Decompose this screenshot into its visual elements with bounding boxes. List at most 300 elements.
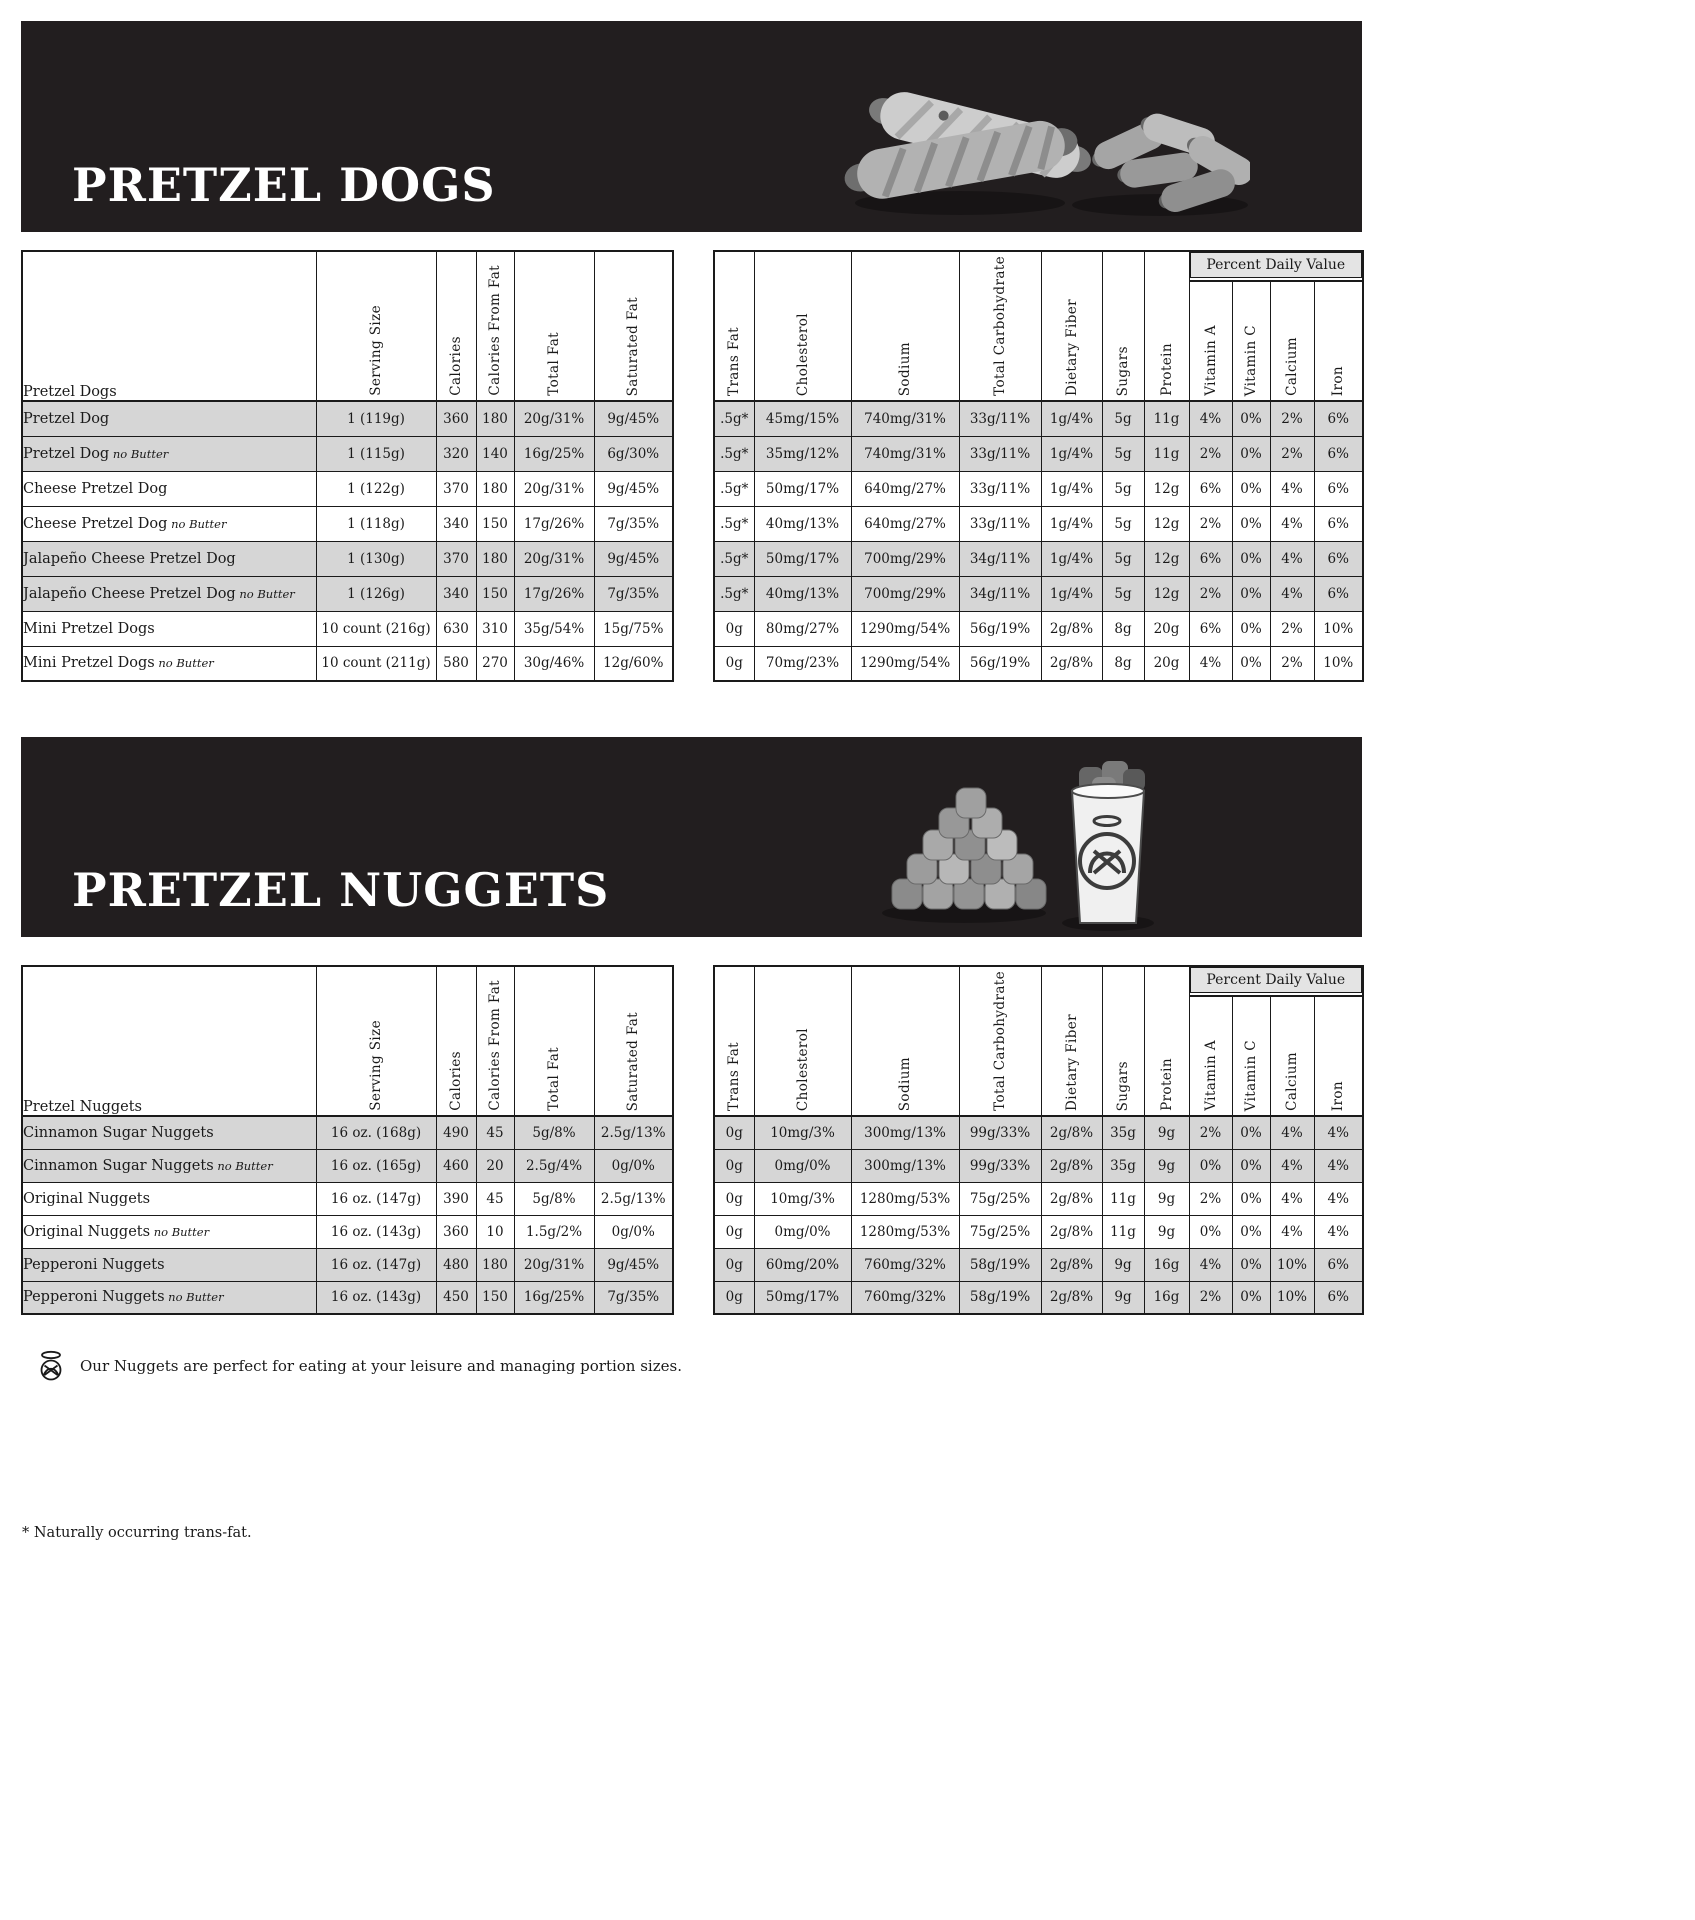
value-cell: 1 (130g) <box>316 541 436 576</box>
table-row <box>22 1182 673 1215</box>
value-cell: 2g/8% <box>1041 1248 1102 1281</box>
value-cell: 2.5g/4% <box>514 1149 594 1182</box>
item-name-cell <box>22 646 316 681</box>
value-cell: 11g <box>1144 436 1189 471</box>
value-cell: 2% <box>1189 1281 1232 1314</box>
item-name-cell <box>22 541 316 576</box>
value-cell: 4% <box>1314 1149 1363 1182</box>
value-cell: 640mg/27% <box>851 471 959 506</box>
value-cell: 5g <box>1102 471 1144 506</box>
value-cell: 58g/19% <box>959 1248 1041 1281</box>
value-cell: 4% <box>1270 471 1314 506</box>
value-cell: 10 <box>476 1215 514 1248</box>
col-header-serving-size <box>316 251 436 401</box>
percent-daily-value-label: Percent Daily Value <box>1190 967 1363 993</box>
value-cell: 2g/8% <box>1041 1182 1102 1215</box>
item-name-cell <box>22 1116 316 1149</box>
value-cell: 4% <box>1189 401 1232 436</box>
item-suffix: no Butter <box>150 1224 210 1239</box>
col-header-dietary-fiber <box>1041 966 1102 1116</box>
value-cell: 2% <box>1270 401 1314 436</box>
value-cell: 0% <box>1232 401 1270 436</box>
value-cell: 480 <box>436 1248 476 1281</box>
value-cell: 7g/35% <box>594 1281 673 1314</box>
value-cell: 180 <box>476 471 514 506</box>
value-cell: 0% <box>1232 471 1270 506</box>
value-cell: 75g/25% <box>959 1182 1041 1215</box>
col-header-saturated-fat <box>594 966 673 1116</box>
value-cell: 2% <box>1270 646 1314 681</box>
value-cell: 0% <box>1232 541 1270 576</box>
pretzel-dogs-table-right <box>713 250 1364 682</box>
value-cell: 5g <box>1102 401 1144 436</box>
item-name-cell <box>22 436 316 471</box>
table-row <box>714 1248 1363 1281</box>
col-label: Iron <box>1330 1080 1347 1111</box>
value-cell: 4% <box>1314 1182 1363 1215</box>
col-header-total-fat <box>514 966 594 1116</box>
value-cell: 0g <box>714 1215 754 1248</box>
item-name: Original Nuggets <box>23 1190 151 1207</box>
value-cell: 6% <box>1314 471 1363 506</box>
pretzel-dogs-table-left <box>21 250 674 682</box>
table-row <box>714 576 1363 611</box>
table-row <box>714 541 1363 576</box>
value-cell: 6% <box>1189 471 1232 506</box>
item-suffix: no Butter <box>154 656 214 671</box>
col-label: Cholesterol <box>794 1027 811 1111</box>
item-name-cell <box>22 611 316 646</box>
col-header-vitamin-c <box>1232 996 1270 1116</box>
value-cell: 9g/45% <box>594 401 673 436</box>
pretzel-nuggets-banner <box>21 737 1362 937</box>
value-cell: 16 oz. (143g) <box>316 1281 436 1314</box>
pretzel-dogs-table-right-body <box>714 401 1363 681</box>
pretzel-halo-icon <box>36 1349 66 1383</box>
value-cell: 4% <box>1314 1215 1363 1248</box>
item-name-cell <box>22 1182 316 1215</box>
value-cell: 4% <box>1270 506 1314 541</box>
value-cell: 11g <box>1144 401 1189 436</box>
col-header-calories-from-fat <box>476 251 514 401</box>
value-cell: 5g <box>1102 506 1144 541</box>
value-cell: 16g/25% <box>514 436 594 471</box>
value-cell: 0g/0% <box>594 1149 673 1182</box>
value-cell: 20 <box>476 1149 514 1182</box>
value-cell: 4% <box>1189 646 1232 681</box>
value-cell: 2g/8% <box>1041 1116 1102 1149</box>
col-label: Vitamin C <box>1243 1039 1259 1111</box>
value-cell: 34g/11% <box>959 541 1041 576</box>
value-cell: 12g <box>1144 471 1189 506</box>
col-label: Vitamin A <box>1202 1040 1219 1111</box>
value-cell: 1g/4% <box>1041 506 1102 541</box>
table-row <box>22 436 673 471</box>
value-cell: 0% <box>1189 1215 1232 1248</box>
pretzel-nuggets-tables <box>21 965 1695 1315</box>
value-cell: 35g <box>1102 1149 1144 1182</box>
value-cell: 16g/25% <box>514 1281 594 1314</box>
pdv-header-cell <box>1189 251 1363 281</box>
value-cell: 370 <box>436 541 476 576</box>
value-cell: 1 (119g) <box>316 401 436 436</box>
pretzel-nuggets-photo <box>876 751 1176 933</box>
col-label: Dietary Fiber <box>1063 299 1080 396</box>
value-cell: 16 oz. (165g) <box>316 1149 436 1182</box>
col-label: Sugars <box>1115 345 1131 396</box>
value-cell: 760mg/32% <box>851 1281 959 1314</box>
value-cell: 0g <box>714 1149 754 1182</box>
item-suffix: no Butter <box>164 1290 224 1305</box>
col-label: Sodium <box>897 1056 913 1111</box>
col-header-protein <box>1144 966 1189 1116</box>
col-header-calcium <box>1270 996 1314 1116</box>
value-cell: 0g <box>714 1281 754 1314</box>
pretzel-dogs-title: PRETZEL DOGS <box>72 158 496 212</box>
value-cell: 1g/4% <box>1041 436 1102 471</box>
table-row <box>714 1281 1363 1314</box>
value-cell: 0% <box>1232 611 1270 646</box>
value-cell: 9g/45% <box>594 1248 673 1281</box>
value-cell: 9g <box>1144 1116 1189 1149</box>
col-header-sugars <box>1102 251 1144 401</box>
table-row <box>22 506 673 541</box>
table-row <box>714 401 1363 436</box>
value-cell: 6% <box>1314 576 1363 611</box>
section-pretzel-nuggets <box>0 737 1695 1383</box>
value-cell: 360 <box>436 401 476 436</box>
value-cell: 6% <box>1189 611 1232 646</box>
value-cell: .5g* <box>714 471 754 506</box>
value-cell: 1 (115g) <box>316 436 436 471</box>
value-cell: 5g/8% <box>514 1116 594 1149</box>
col-label: Vitamin A <box>1202 325 1219 396</box>
value-cell: 33g/11% <box>959 436 1041 471</box>
value-cell: 50mg/17% <box>754 471 851 506</box>
item-suffix: no Butter <box>213 1158 273 1173</box>
col-label: Trans Fat <box>726 1042 743 1111</box>
value-cell: 9g/45% <box>594 471 673 506</box>
value-cell: 6g/30% <box>594 436 673 471</box>
col-header-total-carbohydrate <box>959 966 1041 1116</box>
value-cell: 0% <box>1232 1116 1270 1149</box>
value-cell: 150 <box>476 576 514 611</box>
value-cell: 2% <box>1189 1116 1232 1149</box>
value-cell: 50mg/17% <box>754 541 851 576</box>
value-cell: 640mg/27% <box>851 506 959 541</box>
value-cell: 15g/75% <box>594 611 673 646</box>
value-cell: 56g/19% <box>959 646 1041 681</box>
col-header-total-carbohydrate <box>959 251 1041 401</box>
item-name: Cheese Pretzel Dog <box>23 480 168 497</box>
col-label: Protein <box>1158 343 1175 396</box>
value-cell: 58g/19% <box>959 1281 1041 1314</box>
nugget-cup <box>1072 761 1145 923</box>
value-cell: 20g/31% <box>514 541 594 576</box>
section-pretzel-dogs <box>0 21 1695 682</box>
value-cell: 700mg/29% <box>851 576 959 611</box>
col-header-serving-size <box>316 966 436 1116</box>
value-cell: 0% <box>1232 436 1270 471</box>
value-cell: 740mg/31% <box>851 436 959 471</box>
value-cell: 2% <box>1270 611 1314 646</box>
item-name: Original Nuggets <box>23 1223 151 1240</box>
value-cell: 45 <box>476 1182 514 1215</box>
value-cell: 0% <box>1232 1248 1270 1281</box>
item-name-cell <box>22 1281 316 1314</box>
nugget-pile <box>892 788 1046 909</box>
value-cell: 75g/25% <box>959 1215 1041 1248</box>
value-cell: 1g/4% <box>1041 541 1102 576</box>
value-cell: 4% <box>1270 1116 1314 1149</box>
col-label: Vitamin C <box>1243 324 1259 396</box>
value-cell: 140 <box>476 436 514 471</box>
value-cell: 8g <box>1102 646 1144 681</box>
table-row <box>22 1215 673 1248</box>
value-cell: 11g <box>1102 1215 1144 1248</box>
value-cell: 2.5g/13% <box>594 1182 673 1215</box>
item-name-cell <box>22 401 316 436</box>
item-name: Mini Pretzel Dogs <box>23 655 155 672</box>
value-cell: 2g/8% <box>1041 611 1102 646</box>
item-suffix: no Butter <box>235 586 295 601</box>
col-header-trans-fat <box>714 251 754 401</box>
value-cell: 0% <box>1232 1215 1270 1248</box>
value-cell: 4% <box>1270 1149 1314 1182</box>
value-cell: 33g/11% <box>959 471 1041 506</box>
value-cell: 7g/35% <box>594 506 673 541</box>
value-cell: 1 (118g) <box>316 506 436 541</box>
col-header-sugars <box>1102 966 1144 1116</box>
item-name-cell <box>22 1248 316 1281</box>
table-row <box>714 1116 1363 1149</box>
value-cell: 17g/26% <box>514 506 594 541</box>
value-cell: 490 <box>436 1116 476 1149</box>
pretzel-nuggets-table-left-body <box>22 1116 673 1314</box>
col-label: Dietary Fiber <box>1063 1014 1080 1111</box>
value-cell: .5g* <box>714 576 754 611</box>
value-cell: 16 oz. (143g) <box>316 1215 436 1248</box>
value-cell: 4% <box>1270 1215 1314 1248</box>
item-name: Mini Pretzel Dogs <box>23 620 155 637</box>
value-cell: 10% <box>1314 611 1363 646</box>
col-label: Serving Size <box>368 1020 384 1111</box>
value-cell: 150 <box>476 1281 514 1314</box>
table-row <box>22 611 673 646</box>
table-row <box>714 471 1363 506</box>
value-cell: 2% <box>1189 1182 1232 1215</box>
value-cell: 6% <box>1314 436 1363 471</box>
value-cell: 740mg/31% <box>851 401 959 436</box>
table-row <box>22 646 673 681</box>
value-cell: 0g <box>714 1182 754 1215</box>
item-name: Cinnamon Sugar Nuggets <box>23 1157 214 1174</box>
value-cell: 2g/8% <box>1041 1149 1102 1182</box>
value-cell: .5g* <box>714 506 754 541</box>
item-name-cell <box>22 576 316 611</box>
item-name: Jalapeño Cheese Pretzel Dog <box>23 585 236 602</box>
value-cell: 5g <box>1102 436 1144 471</box>
value-cell: 1 (126g) <box>316 576 436 611</box>
pretzel-nuggets-table-right-body <box>714 1116 1363 1314</box>
col-header-calories <box>436 251 476 401</box>
value-cell: 270 <box>476 646 514 681</box>
value-cell: 10% <box>1270 1281 1314 1314</box>
percent-daily-value-label: Percent Daily Value <box>1190 252 1363 278</box>
table-label: Pretzel Dogs <box>23 384 117 400</box>
value-cell: 50mg/17% <box>754 1281 851 1314</box>
value-cell: 0% <box>1232 506 1270 541</box>
value-cell: 300mg/13% <box>851 1116 959 1149</box>
pretzel-nuggets-table-right <box>713 965 1364 1315</box>
value-cell: 16g <box>1144 1248 1189 1281</box>
table-row <box>714 436 1363 471</box>
value-cell: 320 <box>436 436 476 471</box>
col-header-vitamin-c <box>1232 281 1270 401</box>
col-header-saturated-fat <box>594 251 673 401</box>
item-name: Cheese Pretzel Dog <box>23 515 168 532</box>
value-cell: 45 <box>476 1116 514 1149</box>
value-cell: 16 oz. (147g) <box>316 1248 436 1281</box>
value-cell: 20g/31% <box>514 401 594 436</box>
pretzel-dogs-tables <box>21 250 1695 682</box>
item-name: Jalapeño Cheese Pretzel Dog <box>23 550 236 567</box>
value-cell: 20g <box>1144 646 1189 681</box>
value-cell: 2g/8% <box>1041 1215 1102 1248</box>
value-cell: 2g/8% <box>1041 646 1102 681</box>
value-cell: 16g <box>1144 1281 1189 1314</box>
table-row <box>22 1116 673 1149</box>
col-label: Calories <box>448 1051 464 1111</box>
value-cell: 6% <box>1314 506 1363 541</box>
table-row <box>22 1149 673 1182</box>
value-cell: 390 <box>436 1182 476 1215</box>
item-name-cell <box>22 1215 316 1248</box>
value-cell: 450 <box>436 1281 476 1314</box>
pdv-header-cell <box>1189 966 1363 996</box>
value-cell: 6% <box>1314 1248 1363 1281</box>
table-row <box>22 401 673 436</box>
value-cell: 33g/11% <box>959 506 1041 541</box>
table-row <box>714 1182 1363 1215</box>
col-label: Protein <box>1158 1058 1175 1111</box>
value-cell: 45mg/15% <box>754 401 851 436</box>
value-cell: 2% <box>1189 506 1232 541</box>
value-cell: 6% <box>1314 541 1363 576</box>
value-cell: 0% <box>1232 1182 1270 1215</box>
value-cell: 2.5g/13% <box>594 1116 673 1149</box>
value-cell: 10mg/3% <box>754 1116 851 1149</box>
value-cell: 56g/19% <box>959 611 1041 646</box>
value-cell: 1g/4% <box>1041 401 1102 436</box>
value-cell: 760mg/32% <box>851 1248 959 1281</box>
value-cell: 10 count (216g) <box>316 611 436 646</box>
value-cell: 0% <box>1232 1149 1270 1182</box>
nuggets-note <box>36 1349 1695 1383</box>
item-name: Pepperoni Nuggets <box>23 1256 165 1273</box>
value-cell: 180 <box>476 541 514 576</box>
item-name-cell <box>22 506 316 541</box>
value-cell: 9g <box>1144 1149 1189 1182</box>
value-cell: 1.5g/2% <box>514 1215 594 1248</box>
value-cell: 0g <box>714 1248 754 1281</box>
table-row <box>22 471 673 506</box>
value-cell: 10% <box>1314 646 1363 681</box>
table-row <box>22 1281 673 1314</box>
item-suffix: no Butter <box>109 446 169 461</box>
col-header-calories <box>436 966 476 1116</box>
col-label: Calories From Fat <box>487 980 503 1111</box>
value-cell: 0% <box>1189 1149 1232 1182</box>
value-cell: 630 <box>436 611 476 646</box>
value-cell: 20g/31% <box>514 471 594 506</box>
value-cell: 12g <box>1144 541 1189 576</box>
value-cell: 0% <box>1232 576 1270 611</box>
value-cell: 8g <box>1102 611 1144 646</box>
col-header-calcium <box>1270 281 1314 401</box>
value-cell: 16 oz. (147g) <box>316 1182 436 1215</box>
col-label: Cholesterol <box>794 312 811 396</box>
table-row <box>22 541 673 576</box>
col-header-iron <box>1314 996 1363 1116</box>
value-cell: 1290mg/54% <box>851 611 959 646</box>
col-header-vitamin-a <box>1189 996 1232 1116</box>
col-label: Sodium <box>897 341 913 396</box>
value-cell: 80mg/27% <box>754 611 851 646</box>
note-text: Our Nuggets are perfect for eating at your leisure and managing portion sizes. <box>80 1357 682 1375</box>
value-cell: 6% <box>1189 541 1232 576</box>
value-cell: .5g* <box>714 541 754 576</box>
value-cell: 12g <box>1144 576 1189 611</box>
value-cell: 11g <box>1102 1182 1144 1215</box>
value-cell: 0% <box>1232 1281 1270 1314</box>
col-label: Total Fat <box>546 332 562 396</box>
value-cell: 0g <box>714 646 754 681</box>
table-row <box>22 576 673 611</box>
col-header-sodium <box>851 251 959 401</box>
value-cell: 0g <box>714 611 754 646</box>
value-cell: 4% <box>1189 1248 1232 1281</box>
col-header-cholesterol <box>754 251 851 401</box>
col-header-protein <box>1144 251 1189 401</box>
table-row <box>714 646 1363 681</box>
value-cell: 0g <box>714 1116 754 1149</box>
value-cell: 9g <box>1144 1215 1189 1248</box>
value-cell: 0mg/0% <box>754 1149 851 1182</box>
value-cell: 9g/45% <box>594 541 673 576</box>
value-cell: 580 <box>436 646 476 681</box>
col-label: Total Carbohydrate <box>992 256 1008 396</box>
col-label: Calcium <box>1284 337 1300 396</box>
value-cell: 6% <box>1314 401 1363 436</box>
value-cell: 180 <box>476 401 514 436</box>
col-header-trans-fat <box>714 966 754 1116</box>
value-cell: 360 <box>436 1215 476 1248</box>
pretzel-nuggets-title: PRETZEL NUGGETS <box>72 863 610 917</box>
value-cell: 2% <box>1189 436 1232 471</box>
value-cell: 7g/35% <box>594 576 673 611</box>
value-cell: 4% <box>1270 541 1314 576</box>
value-cell: 460 <box>436 1149 476 1182</box>
value-cell: 370 <box>436 471 476 506</box>
col-header-vitamin-a <box>1189 281 1232 401</box>
col-label: Calories From Fat <box>487 265 503 396</box>
value-cell: 700mg/29% <box>851 541 959 576</box>
col-header-iron <box>1314 281 1363 401</box>
value-cell: 10mg/3% <box>754 1182 851 1215</box>
value-cell: 16 oz. (168g) <box>316 1116 436 1149</box>
value-cell: 4% <box>1314 1116 1363 1149</box>
